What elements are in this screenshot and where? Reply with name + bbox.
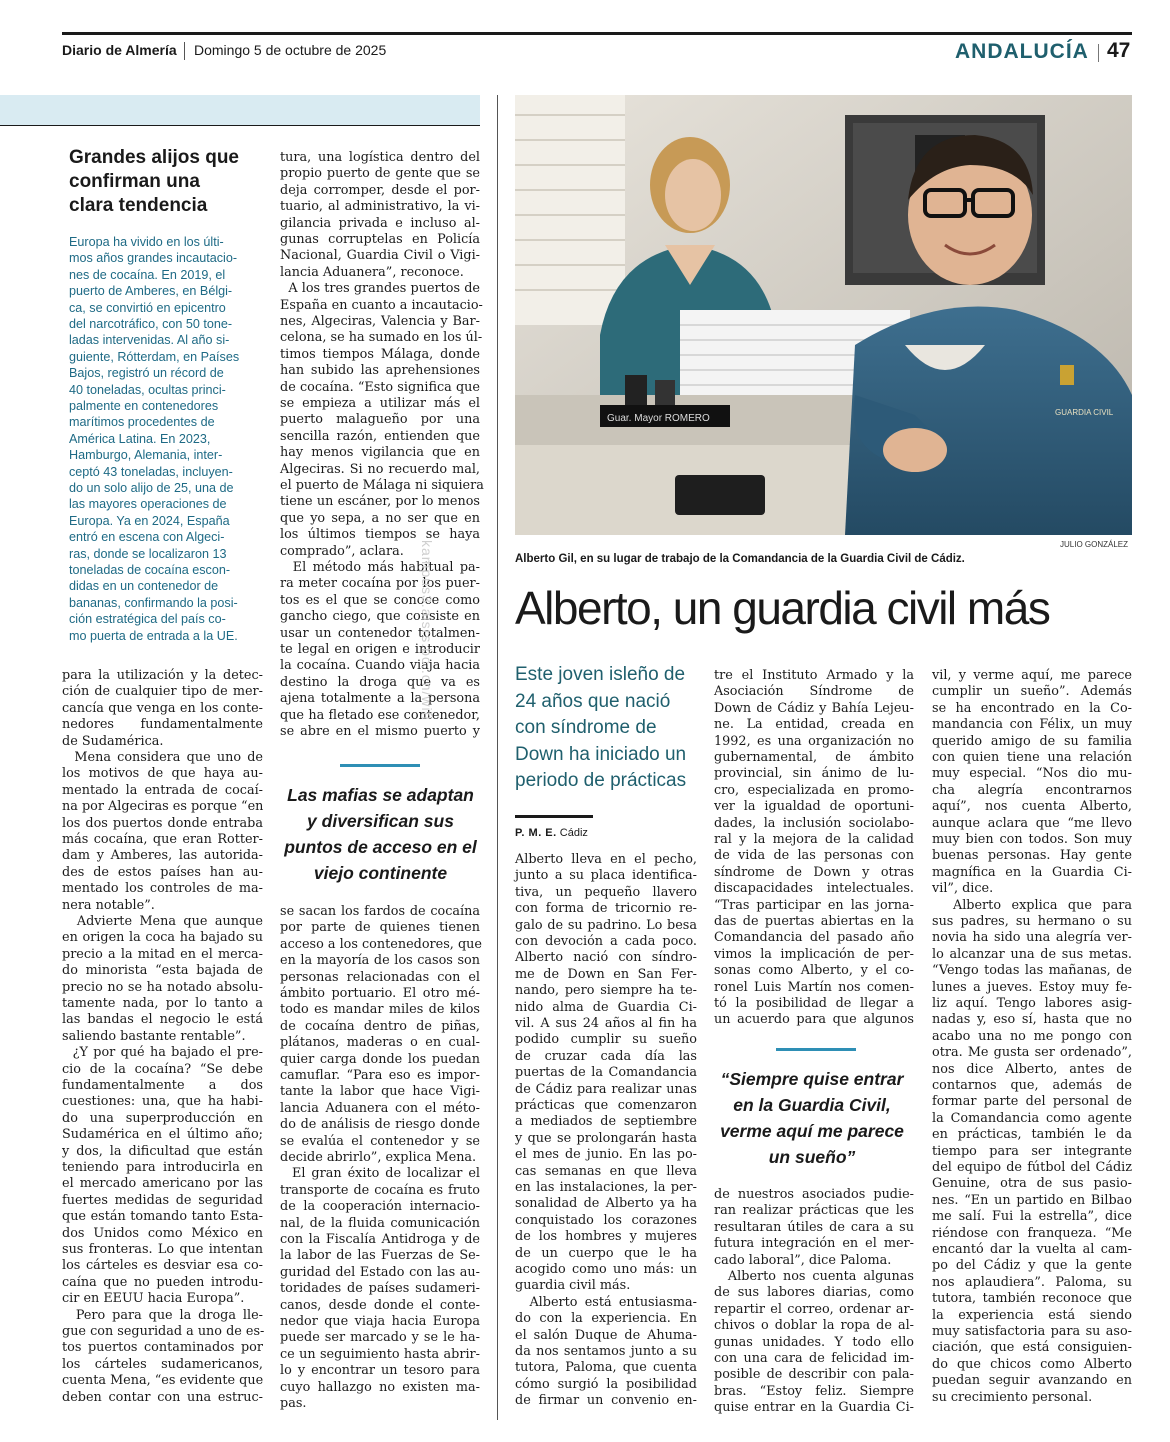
- text-line: fundamentalmente a dos: [62, 1078, 263, 1093]
- top-rule: [62, 32, 1132, 35]
- byline-author: P. M. E.: [515, 827, 557, 839]
- text-line: ciación, que está consiguien-: [932, 1340, 1132, 1356]
- pullquote-line: y diversifican sus: [307, 811, 454, 831]
- band-rule: [0, 125, 480, 126]
- sidebar-text-line: nes de cocaína. En 2019, el: [69, 267, 226, 282]
- text-line: su crecimiento personal.: [932, 1389, 1093, 1405]
- text-line: Algeciras. Si no recuerdo mal,: [280, 461, 480, 477]
- text-line: gilancia privada e incluso al-: [280, 215, 480, 231]
- text-line: del equipo de fútbol del Cádiz: [932, 1160, 1132, 1175]
- text-line: ámbito portuario. El otro mé-: [280, 986, 480, 1001]
- text-line: bras. “Estoy feliz. Siempre: [714, 1383, 914, 1399]
- sidebar-text-line: ca, se convirtió en epicentro: [69, 300, 226, 315]
- text-line: de Cádiz para realizar unas: [515, 1081, 697, 1097]
- text-line: formar parte del personal de: [932, 1094, 1132, 1110]
- text-line: de sus labores diarias, como: [714, 1285, 914, 1301]
- text-line: acceso a los contenedores, que: [280, 936, 482, 952]
- text-line: riéndose con franqueza. “Me: [932, 1225, 1132, 1241]
- text-line: ne. La entidad, creada en: [714, 717, 914, 733]
- text-line: lunes a jueves. Estoy muy fe-: [932, 979, 1132, 995]
- text-line: do con la experiencia. En: [515, 1311, 697, 1327]
- text-line: a mediados de septiembre: [515, 1114, 697, 1130]
- issue-date: Domingo 5 de octubre de 2025: [194, 42, 387, 58]
- subhead: [515, 662, 700, 795]
- text-line: dades, la inclusión sociolabo-: [714, 815, 914, 831]
- pullquote-rule: [340, 764, 420, 767]
- text-line: que yo sepa, a no ser que en: [280, 510, 480, 526]
- text-line: nedores fundamentalmente: [62, 717, 263, 733]
- masthead: Diario de Almería: [62, 42, 177, 58]
- text-line: aunque aclara que “me llevo: [932, 815, 1132, 831]
- text-line: Asociación Síndrome de: [714, 684, 914, 700]
- text-line: tó la posibilidad de llegar a: [714, 996, 914, 1011]
- text-line: España en cuanto a incautacio-: [280, 297, 483, 313]
- text-line: do minorista “esta bajada de: [62, 963, 263, 979]
- text-line: con la Fiscalía Antidroga y de: [280, 1232, 480, 1247]
- text-line: con devoción a cada poco.: [515, 934, 697, 949]
- text-line: lo alcanzar una de sus metas.: [932, 946, 1132, 962]
- text-line: Alberto explica que para: [932, 897, 1132, 913]
- byline-rule: [515, 815, 593, 818]
- text-line: des de estos países han au-: [62, 864, 263, 880]
- text-line: de vida de las personas con: [714, 848, 914, 864]
- sidebar-text-line: Hamburgo, Alemania, inter-: [69, 448, 223, 463]
- sidebar-text-line: bananas, confirmando la posi-: [69, 595, 238, 610]
- text-line: aquí”, nos cuenta Alberto,: [932, 799, 1132, 815]
- text-line: deben contar con una estruc-: [62, 1389, 263, 1405]
- text-line: destino la droga que va es: [280, 674, 480, 690]
- text-line: Sudamérica en el último año;: [62, 1127, 263, 1143]
- text-line: nera notable”.: [62, 897, 155, 913]
- text-line: ver la igualdad de oportuni-: [714, 799, 914, 815]
- text-line: acabo una no me pongo con: [932, 1028, 1132, 1044]
- subhead-line: con síndrome de: [515, 717, 657, 738]
- sidebar-text-line: Europa. Ya en 2024, España: [69, 513, 230, 528]
- pullquote-alberto: [712, 1066, 912, 1170]
- text-line: 1992, es una organización no: [714, 733, 914, 749]
- pullquote-line: puntos de acceso en el: [284, 837, 477, 857]
- text-line: fuertes medidas de seguridad: [62, 1192, 263, 1208]
- text-line: teniendo para introducirla en: [62, 1160, 263, 1175]
- text-line: el puerto de Málaga ni siquiera: [280, 478, 484, 493]
- text-line: Alberto lleva en el pecho,: [515, 852, 697, 867]
- sidebar-text-line: marítimos procedentes de: [69, 415, 215, 430]
- text-line: cado laboral”, dice Paloma.: [714, 1252, 892, 1268]
- text-line: los dos puertos donde entraba: [62, 815, 263, 831]
- text-line: de Sudamérica.: [62, 733, 164, 749]
- text-line: cuenta Mena, “es evidente que: [62, 1373, 264, 1389]
- text-line: Alberto nos cuenta algunas: [714, 1269, 914, 1284]
- text-line: Genuine, otra de sus pasio-: [932, 1176, 1132, 1192]
- text-line: hay menos vigilancia que en: [280, 445, 480, 461]
- text-line: tutora, también reconoce que: [932, 1291, 1132, 1307]
- text-line: precio no se ha notado absolu-: [62, 979, 263, 995]
- text-line: tante la labor que hace Vigi-: [280, 1084, 480, 1100]
- text-line: nes. “En un partido en Bilbao: [932, 1192, 1132, 1208]
- text-line: provincial, sin ánimo de lu-: [714, 766, 914, 782]
- photo-credit: JULIO GONZÁLEZ: [1060, 540, 1129, 549]
- text-line: se sacan los fardos de cocaína: [280, 904, 480, 919]
- text-line: tos puertos contaminados por: [62, 1340, 263, 1356]
- text-line: resultaran útiles de cara a su: [714, 1219, 914, 1235]
- text-line: vimos la implicación de per-: [714, 946, 914, 962]
- text-line: dos Unidos como México en: [62, 1225, 263, 1241]
- sidebar-text-line: didas en un contenedor de: [69, 579, 219, 594]
- text-line: cio de la cocaína? “Se debe: [62, 1061, 263, 1077]
- text-line: tamente nada, por lo tanto a: [62, 996, 263, 1011]
- pullquote-line: “Siempre quise entrar: [720, 1069, 904, 1089]
- text-line: de firmar un convenio en-: [515, 1393, 697, 1409]
- page-separator: [1098, 44, 1099, 62]
- sidebar-title: [69, 146, 269, 218]
- text-line: Alberto está entusiasma-: [515, 1294, 697, 1310]
- text-line: me de Down en San Fer-: [515, 966, 697, 982]
- text-line: y que se prolongarán hasta: [515, 1130, 697, 1146]
- sidebar-text-line: Europa ha vivido en los últi-: [69, 235, 224, 249]
- text-line: canos, desde donde el conte-: [280, 1297, 480, 1313]
- text-line: por parte de quienes tienen: [280, 920, 480, 936]
- text-line: conquistado los corazones: [515, 1212, 697, 1228]
- text-line: propio puerto de gente que se: [280, 166, 480, 182]
- text-line: El gran éxito de localizar el: [280, 1166, 480, 1182]
- text-line: Mena considera que uno de: [62, 750, 263, 765]
- sidebar-text-line: toneladas de cocaína escon-: [69, 563, 231, 577]
- text-line: nos dice Alberto, antes de: [932, 1061, 1132, 1077]
- text-line: guridad del Estado con las au-: [280, 1264, 480, 1280]
- text-line: gunas corruptelas en Policía: [280, 232, 480, 247]
- pullquote-rule: [776, 1048, 856, 1051]
- text-line: precio a la mitad en el merca-: [62, 946, 263, 962]
- text-line: celona, se ha sumado en los úl-: [280, 330, 483, 346]
- text-line: tutora, Paloma, que cuenta: [515, 1360, 697, 1376]
- text-line: liz aquí. Tengo labores asig-: [932, 996, 1132, 1011]
- text-line: nos aplaudiera”. Paloma, su: [932, 1274, 1132, 1290]
- top-band: [0, 95, 480, 125]
- text-line: vil. A sus 24 años al fin ha: [515, 1016, 697, 1031]
- text-line: plátanos, maderas o en cual-: [280, 1035, 480, 1051]
- text-line: tura, una logística dentro del: [280, 150, 480, 165]
- text-line: novia ha sido una alegría ver-: [932, 930, 1132, 946]
- desk-plate-text: Guar. Mayor ROMERO: [607, 413, 710, 424]
- sidebar-text-line: América Latina. En 2023,: [69, 431, 211, 446]
- header-separator: [184, 42, 185, 60]
- text-line: buenas personas. Hay gente: [932, 848, 1132, 864]
- text-line: que están tomando tanto Esta-: [62, 1209, 263, 1225]
- text-line: tuario, al administrativo, la vi-: [280, 199, 480, 215]
- text-line: los últimos tiempos se haya: [280, 527, 480, 543]
- sidebar-text-line: mos años grandes incautacio-: [69, 251, 238, 266]
- text-line: deja corromper, desde el por-: [280, 182, 480, 198]
- text-line: lancia Aduanera”, reconoce.: [280, 264, 464, 280]
- text-line: puede ser marcado y se le ha-: [280, 1330, 480, 1346]
- text-line: El método más habitual pa-: [280, 560, 480, 575]
- subhead-line: Este joven isleño de: [515, 664, 686, 685]
- text-line: lancia Aduanera con el méto-: [280, 1100, 480, 1116]
- text-line: do una superproducción en: [62, 1110, 263, 1126]
- sidebar-text-line: mo puerta de entrada a la UE.: [69, 628, 238, 643]
- text-line: nal, de la fluida comunicación: [280, 1215, 480, 1231]
- text-line: en las instalaciones, la per-: [515, 1180, 697, 1195]
- text-line: ran realizar prácticas que les: [714, 1203, 914, 1219]
- text-line: Alberto nació con síndro-: [515, 950, 697, 966]
- text-line: muy satisfactoria para su aso-: [932, 1324, 1132, 1339]
- text-line: posible de describir con pala-: [714, 1367, 914, 1383]
- text-line: quise entrar en la Guardia Ci-: [714, 1400, 914, 1416]
- text-line: querido amigo de su familia: [932, 733, 1132, 749]
- byline-place: Cádiz: [559, 827, 588, 839]
- text-line: mentado la entrada de cocaí-: [62, 782, 263, 798]
- text-line: ción de cualquier tipo de mer-: [62, 684, 263, 700]
- text-line: do de análisis de riesgo donde: [280, 1117, 480, 1133]
- text-line: caína que no pueden introdu-: [62, 1274, 263, 1290]
- text-line: toridades de países sudameri-: [280, 1281, 480, 1297]
- text-line: ce un seguimiento hasta abrir-: [280, 1346, 480, 1362]
- text-line: el salón Duque de Ahuma-: [515, 1327, 697, 1343]
- pullquote-line: un sueño”: [768, 1147, 856, 1167]
- text-line: de la cooperación internacio-: [280, 1199, 480, 1215]
- vest-text: GUARDIA CIVIL: [1055, 408, 1114, 417]
- text-line: el mes de junio. En las po-: [515, 1147, 697, 1163]
- sidebar-text-line: palmente en contenedores: [69, 399, 219, 413]
- sidebar-text-line: do un solo alijo de 25, una de: [69, 481, 234, 495]
- text-line: gunas unidades. Y todo ello: [714, 1334, 914, 1350]
- text-line: nes, Algeciras, Valencia y Bar-: [280, 314, 480, 329]
- text-line: personas relacionadas con el: [280, 969, 480, 985]
- text-line: gubernamental, de ámbito: [714, 750, 914, 765]
- text-line: nadas y, eso sí, hasta que no: [932, 1012, 1132, 1028]
- text-line: pas.: [280, 1396, 307, 1411]
- sidebar-text-line: puerto de Amberes, en Bélgi-: [69, 284, 233, 299]
- sidebar-text-line: 40 toneladas, ocultas princi-: [69, 382, 226, 397]
- sidebar-title-line: confirman una: [69, 171, 200, 192]
- text-line: junto a su placa identifica-: [515, 868, 697, 884]
- sidebar-text-line: entró en escena con Algeci-: [69, 530, 225, 545]
- text-line: me salí. Fui la estrella”, dice: [932, 1209, 1132, 1225]
- text-line: sus padres, su hermano o su: [932, 914, 1132, 929]
- text-line: decide abrirlo”, explica Mena.: [280, 1150, 477, 1165]
- text-line: sus fronteras. Lo que intentan: [62, 1242, 263, 1257]
- text-line: se ha encontrado en la Co-: [932, 700, 1132, 716]
- text-line: acogido como uno más: un: [515, 1262, 697, 1277]
- text-line: muy especial. “Nos dio mu-: [932, 766, 1132, 782]
- subhead-line: periodo de prácticas: [515, 770, 687, 791]
- text-line: vil”, dice.: [932, 881, 994, 897]
- text-line: síndrome de Down y otras: [714, 864, 914, 880]
- text-line: prácticas que comenzaron: [515, 1098, 697, 1113]
- text-line: puertas de la Comandancia: [515, 1065, 697, 1081]
- text-line: de nuestros asociados pudie-: [714, 1187, 914, 1202]
- text-line: cas semanas en que lleva: [515, 1163, 697, 1179]
- text-line: chivos o doblar la ropa de al-: [714, 1318, 914, 1334]
- pullquote-line: Las mafias se adaptan: [287, 785, 474, 805]
- text-line: mandancia con Félix, un muy: [932, 717, 1132, 733]
- photo-illustration: [515, 95, 1132, 535]
- sidebar-text-line: Bajos, registró un récord de: [69, 366, 224, 381]
- text-line: guardia civil más.: [515, 1278, 631, 1294]
- text-line: se empieza a utilizar más el: [280, 396, 480, 411]
- watermark: kampus3.aisrs.bc..cn/wifi: [419, 540, 435, 721]
- sidebar-title-line: clara tendencia: [69, 195, 208, 216]
- text-line: futura integración en el mer-: [714, 1236, 914, 1252]
- text-line: los cárteles sudamericanos,: [62, 1356, 263, 1372]
- byline: [515, 827, 588, 839]
- text-line: que ha fletado ese contenedor,: [280, 707, 480, 723]
- text-line: han subido las aprehensiones: [280, 363, 480, 379]
- text-line: todo es mandar miles de kilos: [280, 1002, 480, 1018]
- text-line: cro, especializada en promo-: [714, 782, 914, 798]
- photo-caption: Alberto Gil, en su lugar de trabajo de la Comandancia de la Guardia Civil de Cádiz.: [515, 553, 965, 565]
- text-line: la experiencia está siendo: [932, 1307, 1132, 1323]
- text-line: timos tiempos Málaga, donde: [280, 346, 480, 362]
- text-line: Advierte Mena que aunque: [62, 914, 263, 929]
- text-line: tiene un escáner, por lo menos: [280, 494, 480, 510]
- pullquote-mafias: [278, 782, 483, 886]
- text-line: saliendo bastante rentable”.: [62, 1028, 246, 1044]
- text-line: de cruzar cada día las: [515, 1048, 697, 1064]
- text-line: lo y encontrar un tesoro para: [280, 1363, 480, 1379]
- text-line: na por Algeciras es porque “en: [62, 799, 264, 815]
- text-line: podido cumplir su sueño: [515, 1032, 697, 1048]
- text-line: otra. Me gusta ser ordenado”,: [932, 1045, 1132, 1061]
- text-line: los cárteles es desviar esa co-: [62, 1258, 263, 1274]
- text-line: tre el Instituto Armado y la: [714, 668, 914, 683]
- sidebar-text-line: las mayores operaciones de: [69, 497, 227, 512]
- text-line: das de puertas abiertas en la: [714, 914, 914, 929]
- text-line: Comandancia del pasado año: [714, 930, 914, 946]
- text-line: ral y la mejora de la calidad: [714, 832, 914, 847]
- text-line: el mercado americano por las: [62, 1176, 263, 1192]
- text-line: “Vengo todas las mañanas, de: [932, 963, 1132, 979]
- text-line: y dos, la dificultad que están: [62, 1143, 263, 1159]
- text-line: en prácticas, también le da: [932, 1127, 1132, 1143]
- text-line: en la mayoría de los casos son: [280, 953, 480, 969]
- text-line: para la utilización y la detec-: [62, 668, 263, 683]
- text-line: Pero para que la droga lle-: [62, 1307, 263, 1323]
- text-line: comprado”, aclara.: [280, 543, 404, 559]
- text-line: contarnos que, además de: [932, 1078, 1132, 1093]
- text-line: discapacidades intelectuales.: [714, 881, 914, 897]
- sidebar-text-line: ras, donde se localizaron 13: [69, 546, 227, 561]
- article-photo: [515, 95, 1132, 535]
- text-line: galo de su padrino. Lo besa: [515, 917, 697, 933]
- text-line: un acuerdo para que algunos: [714, 1012, 914, 1028]
- text-line: repartir el correo, ordenar ar-: [714, 1301, 914, 1317]
- subhead-line: Down ha iniciado un: [515, 743, 687, 765]
- text-line: cancía que venga en los conte-: [62, 700, 263, 716]
- text-line: se evalúa el contenedor y se: [280, 1133, 480, 1149]
- section-name: ANDALUCÍA: [955, 40, 1089, 63]
- text-line: con forma de tricornio re-: [515, 901, 697, 917]
- text-line: nedor que viaja hacia Europa: [280, 1314, 480, 1329]
- text-line: se abre en el mismo puerto y: [280, 724, 480, 739]
- text-line: ¿Y por qué ha bajado el pre-: [62, 1045, 263, 1061]
- text-line: do que chicos como Alberto: [932, 1356, 1132, 1372]
- page-number: 47: [1107, 39, 1131, 62]
- text-line: cuestiones: una, que ha habi-: [62, 1094, 263, 1110]
- text-line: da nos sentamos junto a su: [515, 1344, 697, 1359]
- text-line: usar un contenedor totalmen-: [280, 625, 480, 641]
- text-line: nido alma de Guardia Ci-: [515, 999, 697, 1015]
- sidebar-title-line: Grandes alijos que: [69, 147, 239, 168]
- column-divider: [497, 95, 498, 1420]
- text-line: de cocaína. “Esto significa que: [280, 379, 480, 395]
- text-line: Down de Cádiz y Bahía Lejeu-: [714, 700, 914, 716]
- subhead-line: 24 años que nació: [515, 690, 671, 712]
- pullquote-line: verme aquí me parece: [720, 1121, 904, 1141]
- text-line: la labor de las Fuerzas de Se-: [280, 1248, 480, 1264]
- text-line: tiempo para ser integrante: [932, 1143, 1132, 1159]
- text-line: puedan seguir avanzando en: [932, 1373, 1132, 1389]
- text-line: cha alegría encontrarnos: [932, 782, 1132, 798]
- text-line: transporte de cocaína es fruto: [280, 1182, 480, 1198]
- text-line: las bandas el negocio le está: [62, 1012, 263, 1028]
- pullquote-line: en la Guardia Civil,: [733, 1095, 891, 1115]
- text-line: po del Cádiz y que la gente: [932, 1258, 1132, 1274]
- text-line: A los tres grandes puertos de: [280, 281, 480, 297]
- sidebar-text-line: ción estratégica del país co-: [69, 612, 226, 627]
- text-line: sonas como Alberto, y el co-: [714, 963, 914, 979]
- text-line: cuyo hallazgo no existen ma-: [280, 1379, 480, 1395]
- text-line: vil, y verme aquí, me parece: [932, 668, 1132, 683]
- text-line: cómo surgió la posibilidad: [515, 1376, 697, 1392]
- text-line: tos es el que se conoce como: [280, 592, 480, 608]
- text-line: encantó dar la vuelta al cam-: [932, 1242, 1132, 1257]
- text-line: muy bien con todos. Son muy: [932, 832, 1132, 847]
- text-line: Nacional, Guardia Civil o Vigi-: [280, 248, 480, 264]
- text-line: tiva, un pequeño llavero: [515, 884, 697, 900]
- headline: Alberto, un guardia civil más: [515, 582, 1050, 634]
- text-line: más cocaína, que eran Rotter-: [62, 832, 263, 847]
- text-line: gue con seguridad a uno de es-: [62, 1324, 265, 1339]
- pullquote-line: viejo continente: [313, 863, 448, 883]
- text-line: la Comandancia como agente: [932, 1110, 1132, 1126]
- sidebar-text-line: guiente, Rótterdam, en Países: [69, 349, 240, 364]
- text-line: sonalidad de Alberto ya ha: [515, 1196, 697, 1212]
- text-line: en origen la coca ha bajado su: [62, 930, 263, 946]
- text-line: camuflar. “Para eso es impor-: [280, 1068, 480, 1083]
- text-line: te legal en origen e introducir: [280, 642, 480, 657]
- text-line: de un cuerpo que le ha: [515, 1245, 697, 1261]
- text-line: “Tras participar en las jorna-: [714, 897, 914, 913]
- text-line: dam y Amberes, las autorida-: [62, 848, 263, 864]
- text-line: ajena totalmente a la persona: [280, 691, 480, 707]
- text-line: de los hombres y mujeres: [515, 1229, 697, 1245]
- text-line: los motivos de que haya au-: [62, 766, 263, 782]
- text-line: de cocaína dentro de piñas,: [280, 1018, 480, 1034]
- text-line: la cocaína. Cuando viaja hacia: [280, 658, 480, 674]
- text-line: cir en EEUU hacia Europa”.: [62, 1291, 245, 1307]
- sidebar-text-line: ceptó 43 toneladas, incluyen-: [69, 464, 233, 479]
- text-line: ra meter cocaína por los puer-: [280, 576, 480, 592]
- text-line: cumplir un sueño”. Además: [932, 684, 1132, 700]
- text-line: con quien tiene una relación: [932, 750, 1132, 765]
- sidebar-text-line: ladas intervenidas. Al año si-: [69, 333, 230, 348]
- text-line: con una cara de felicidad im-: [714, 1351, 914, 1366]
- text-line: gancho ciego, que consiste en: [280, 609, 480, 625]
- sidebar-text-line: del narcotráfico, con 50 tone-: [69, 317, 233, 331]
- text-line: magnífica en la Guardia Ci-: [932, 864, 1132, 880]
- text-line: puerto malagueño por una: [280, 412, 480, 428]
- text-line: nando, pero siempre ha te-: [515, 983, 697, 999]
- text-line: mentado los controles de ma-: [62, 881, 263, 897]
- text-line: sencilla razón, entienden que: [280, 428, 480, 444]
- text-line: ronel Luis Martín nos comen-: [714, 979, 914, 995]
- text-line: quier carga donde los puedan: [280, 1051, 480, 1067]
